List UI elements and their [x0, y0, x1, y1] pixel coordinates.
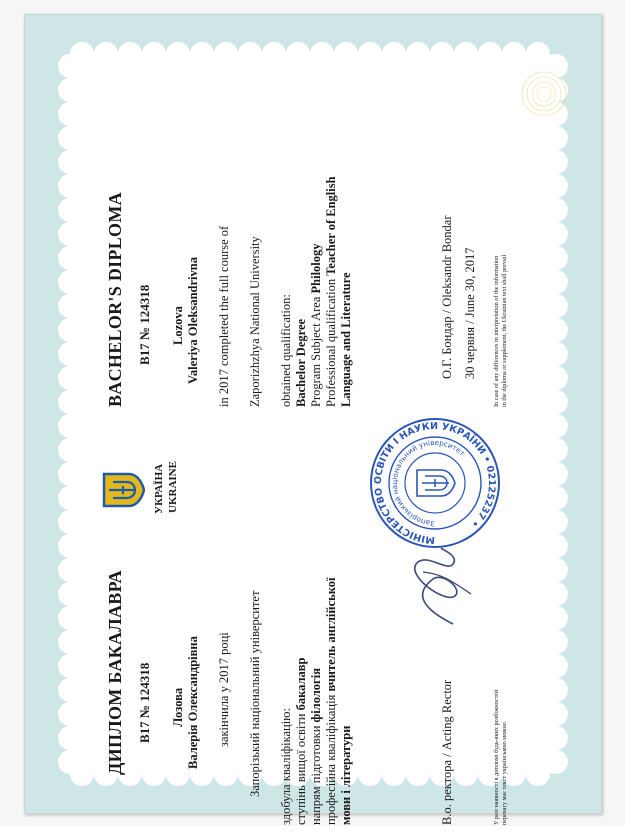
country-ua: УКРАЇНА: [153, 463, 165, 514]
en-footnote-1: In case of any differences in interpretation of the information: [493, 255, 500, 407]
country-en: UKRAINE: [167, 461, 179, 513]
en-obtained: obtained qualification:: [279, 294, 293, 407]
en-degree: Bachelor Degree: [294, 318, 308, 407]
official-seal: [367, 415, 503, 551]
ua-prof-line: [324, 577, 338, 825]
en-field-line: [309, 243, 323, 407]
ua-title: ДИПЛОМ БАКАЛАВРА: [105, 570, 125, 775]
diploma-sheet: [24, 14, 602, 825]
ua-field-line: [309, 668, 323, 825]
svg-text:МІНІСТЕРСТВО ОСВІТИ І НАУКИ УК: МІНІСТЕРСТВО ОСВІТИ І НАУКИ УКРАЇНИ • 02125237 •: [372, 420, 498, 546]
ua-degree-prefix: ступінь вищої освіти: [294, 710, 308, 825]
en-surname: Lozova: [171, 306, 185, 345]
en-prof-line-2: Language and Literature: [339, 272, 353, 407]
ua-prof-value: вчитель англійської: [324, 577, 338, 692]
en-university: Zaporizhzhya National University: [248, 236, 262, 407]
svg-text:Запорізький національний уніве: Запорізький національний університет: [389, 437, 467, 529]
ua-rector: В.о. ректора / Acting Rector: [440, 679, 454, 825]
ua-degree-line: [294, 658, 308, 825]
ua-prof-prefix: професійна кваліфікація: [324, 691, 338, 825]
en-prof-prefix: Professional qualification: [324, 275, 338, 407]
en-signer: О.Г. Бондар / Oleksandr Bondar: [440, 215, 454, 379]
en-date: 30 червня / June 30, 2017: [463, 247, 477, 379]
en-title: BACHELOR'S DIPLOMA: [105, 192, 125, 407]
ua-given-name: Валерія Олександрівна: [186, 636, 200, 769]
diploma-content: [83, 119, 553, 839]
ua-diploma-number: В17 № 124318: [137, 662, 152, 743]
en-footnote-2: in the diploma or supplement, the Ukrainian text shall prevail: [501, 254, 508, 407]
ua-university: Запорізький національний університет: [248, 590, 262, 797]
ua-prof-line-2: мови і літератури: [339, 725, 353, 825]
en-prof-value: Teacher of English: [324, 176, 338, 276]
ua-surname: Лозова: [171, 687, 185, 727]
en-diploma-number: В17 № 124318: [137, 284, 152, 365]
en-given-name: Valeriya Oleksandrivna: [186, 257, 200, 384]
ua-field-prefix: напрям підготовки: [309, 722, 323, 825]
en-prof-line: [324, 176, 338, 407]
en-field-value: Philology: [309, 243, 323, 294]
en-field-prefix: Program Subject Area: [309, 293, 323, 407]
trident-emblem-icon: [101, 471, 145, 509]
ua-degree-value: бакалавр: [294, 657, 308, 711]
ua-completed: закінчила у 2017 році: [217, 632, 231, 747]
ua-footnote-2: перевагу має текст українською мовою: [501, 722, 508, 825]
signature-drawing: [383, 544, 478, 634]
ua-footnote-1: У разі наявності в дипломі будь-яких розбіжностей: [493, 689, 500, 825]
ua-obtained: здобула кваліфікацію:: [279, 708, 293, 825]
en-completed: in 2017 completed the full course of: [217, 225, 231, 407]
ua-field-value: філологія: [309, 668, 323, 723]
